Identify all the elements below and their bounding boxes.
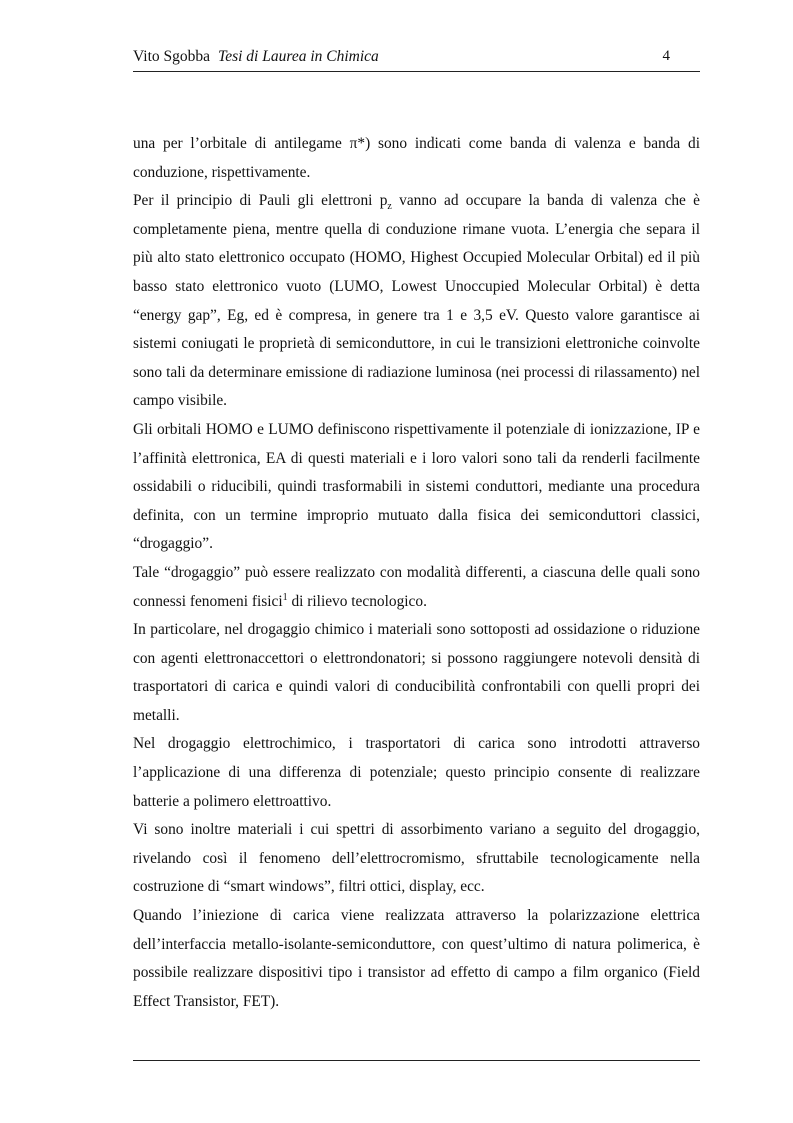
header-author: Vito Sgobba xyxy=(133,48,211,65)
paragraph-2-start: Per il principio di Pauli gli elettroni p xyxy=(133,192,388,210)
paragraph-1: una per l’orbitale di antilegame π*) sono indicati come banda di valenza e banda di conduzione, rispettivamente. xyxy=(133,135,700,181)
subscript-z: z xyxy=(387,201,392,213)
paragraph-2-rest: vanno ad occupare la banda di valenza che è completamente piena, mentre quella di conduzione rimane vuota. L’energia che separa il più alto stato elettronico occupato (HOMO, Highest Occupied Molecular Orbital) ed il più basso stato elettronico vuoto (LUMO, Lowest Unoccupied Molecular Orbital) è detta “energy gap”, Eg, ed è compresa, in genere tra 1 e 3,5 eV. Questo valore garantisce ai sistemi coniugati le proprietà di semiconduttore, in cui le transizioni elettroniche coinvolte sono tali da determinare emissione di radiazione luminosa (nei processi di rilassamento) nel campo visibile. xyxy=(133,192,700,410)
header-thesis-title: Tesi di Laurea in Chimica xyxy=(218,48,379,65)
paragraph-3: Gli orbitali HOMO e LUMO definiscono rispettivamente il potenziale di ionizzazione, IP e l’affinità elettronica, EA di questi materiali e i loro valori sono tali da renderli facilmente ossidabili o riducibili, quindi trasformabili in sistemi conduttori, mediante una procedura definita, con un termine improprio mutuato dalla fisica dei semiconduttori classici, “drogaggio”. xyxy=(133,420,700,553)
paragraph-6: Nel drogaggio elettrochimico, i trasportatori di carica sono introdotti attraverso l’applicazione di una differenza di potenziale; questo principio consente di realizzare batterie a polimero elettroattivo. xyxy=(133,735,700,810)
footnote-marker: 1 xyxy=(282,591,288,603)
paragraph-2 xyxy=(133,187,700,416)
paragraph-4 xyxy=(133,559,700,616)
paragraph-4-rest: di rilievo tecnologico. xyxy=(287,592,427,610)
header-divider xyxy=(133,71,700,72)
page-header xyxy=(133,48,700,70)
paragraph-5: In particolare, nel drogaggio chimico i materiali sono sottoposti ad ossidazione o riduzione con agenti elettronaccettori o elettrondonatori; si possono raggiungere notevoli densità di trasportatori di carica e quindi valori di conducibilità confrontabili con quelli propri dei metalli. xyxy=(133,621,700,724)
footer-divider xyxy=(133,1060,700,1061)
paragraph-4-start: Tale “drogaggio” può essere realizzato con modalità differenti, a ciascuna delle quali sono connessi fenomeni fisici xyxy=(133,563,700,610)
page-number: 4 xyxy=(662,48,670,64)
paragraph-7: Vi sono inoltre materiali i cui spettri di assorbimento variano a seguito del drogaggio, rivelando così il fenomeno dell’elettrocromismo, sfruttabile tecnologicamente nella costruzione di “smart windows”, filtri ottici, display, ecc. xyxy=(133,821,700,896)
paragraph-8: Quando l’iniezione di carica viene realizzata attraverso la polarizzazione elettrica dell’interfaccia metallo-isolante-semiconduttore, con quest’ultimo di natura polimerica, è possibile realizzare dispositivi tipo i transistor ad effetto di campo a film organico (Field Effect Transistor, FET). xyxy=(133,907,700,1010)
body-text xyxy=(133,130,700,1016)
